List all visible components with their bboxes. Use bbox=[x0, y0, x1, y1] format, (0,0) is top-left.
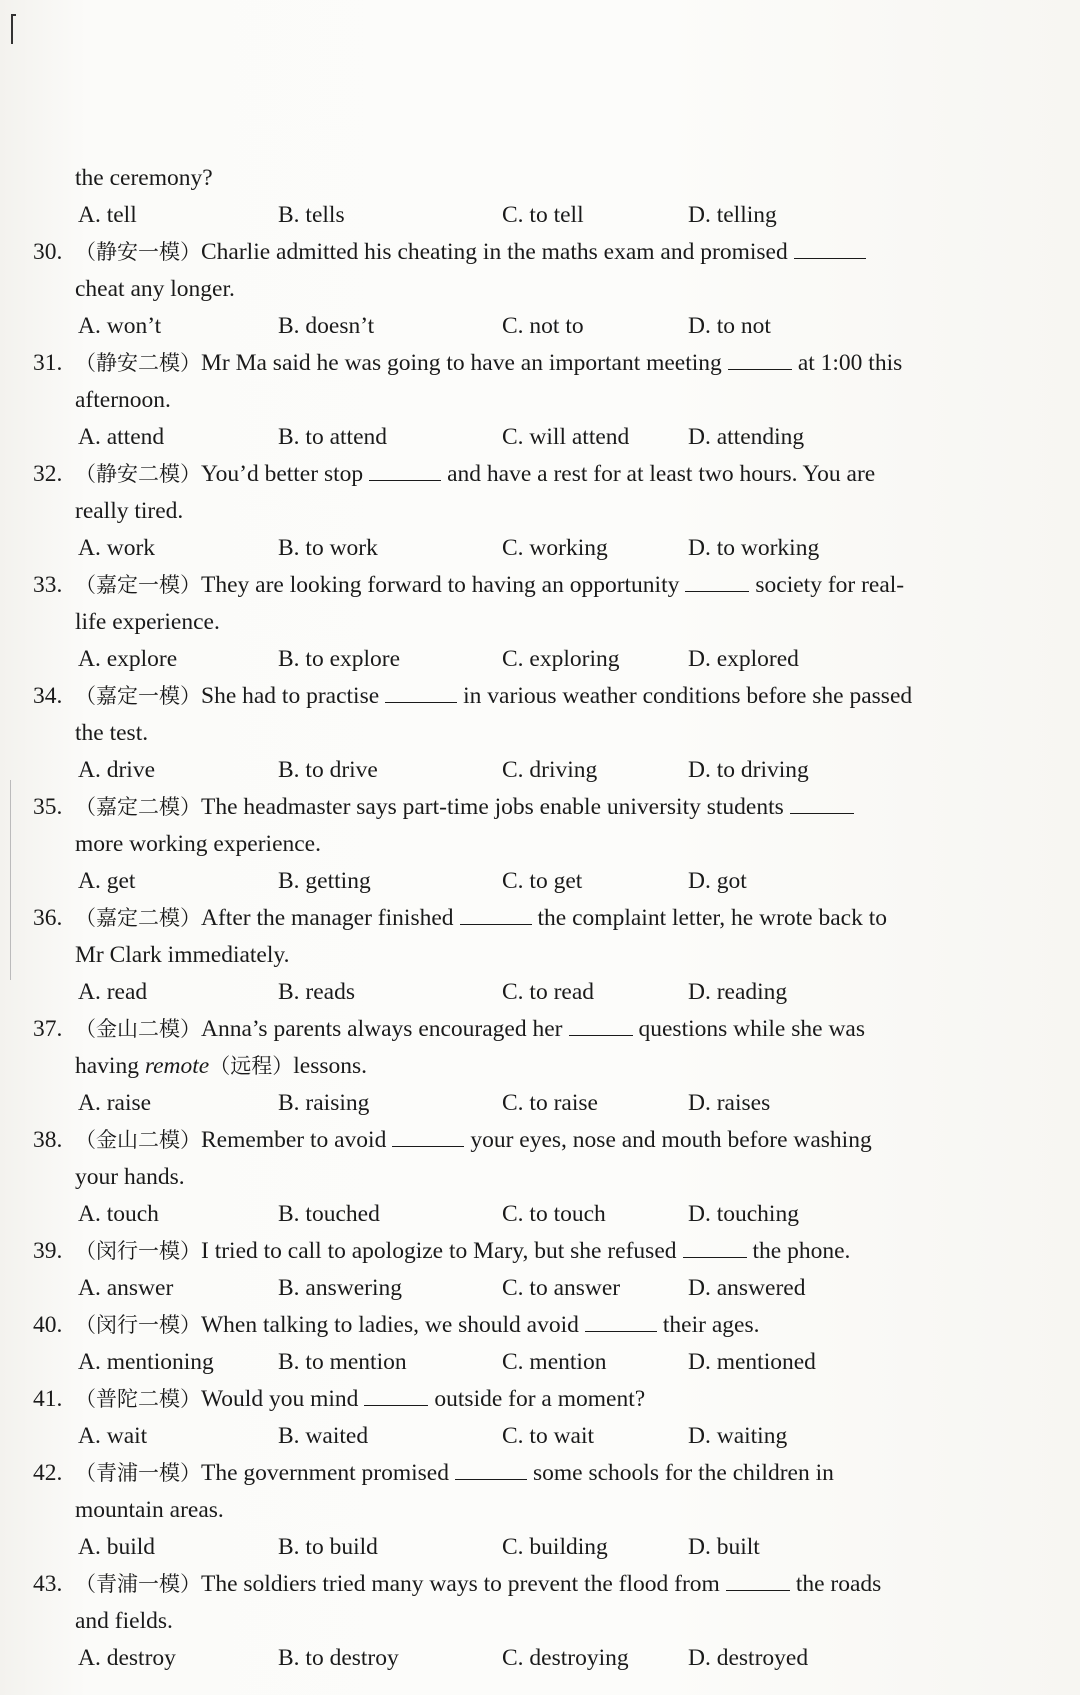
chinese-gloss: （远程） bbox=[209, 1054, 294, 1078]
option-b: B. to work bbox=[278, 535, 378, 561]
question-text bbox=[75, 1122, 872, 1159]
question-text bbox=[75, 900, 887, 937]
stem-before-blank: The headmaster says part-time jobs enable university students bbox=[201, 794, 784, 820]
question-stem bbox=[0, 1122, 1080, 1159]
option-row bbox=[0, 1640, 1080, 1677]
option-a: A. wait bbox=[78, 1423, 148, 1449]
question-text bbox=[75, 345, 902, 382]
question-stem bbox=[0, 1011, 1080, 1048]
option-d: D. answered bbox=[688, 1275, 806, 1301]
question-text bbox=[75, 1233, 850, 1270]
stem-continuation-text: really tired. bbox=[75, 498, 184, 524]
stem-after-blank: and have a rest for at least two hours. You are bbox=[447, 461, 876, 487]
stem-before-blank: Mr Ma said he was going to have an important meeting bbox=[201, 350, 722, 376]
stem-before-blank: You’d better stop bbox=[201, 461, 364, 487]
option-a: A. touch bbox=[78, 1201, 159, 1227]
stem-before-blank: She had to practise bbox=[201, 683, 380, 709]
option-d: D. got bbox=[688, 868, 747, 894]
option-d: D. reading bbox=[688, 979, 788, 1005]
option-a: A. answer bbox=[78, 1275, 174, 1301]
question-stem bbox=[0, 1455, 1080, 1492]
question-stem bbox=[0, 1381, 1080, 1418]
option-d: D. to working bbox=[688, 535, 820, 561]
question-stem-continuation bbox=[0, 1048, 1080, 1085]
question-stem bbox=[0, 678, 1080, 715]
option-a: A. destroy bbox=[78, 1645, 176, 1671]
question-text bbox=[75, 1455, 834, 1492]
question-source: （普陀二模） bbox=[75, 1387, 201, 1411]
question-number: 43. bbox=[33, 1571, 63, 1597]
option-b: B. raising bbox=[278, 1090, 370, 1116]
option-a: A. attend bbox=[78, 424, 165, 450]
option-d: D. telling bbox=[688, 202, 777, 228]
stem-continuation-text bbox=[75, 1048, 367, 1085]
question-source: （青浦一模） bbox=[75, 1461, 201, 1485]
option-c: C. exploring bbox=[502, 646, 620, 672]
option-a: A. explore bbox=[78, 646, 178, 672]
question-source: （闵行一模） bbox=[75, 1239, 201, 1263]
option-d: D. to not bbox=[688, 313, 771, 339]
question-stem-continuation bbox=[0, 1159, 1080, 1196]
option-b: B. to mention bbox=[278, 1349, 407, 1375]
option-b: B. answering bbox=[278, 1275, 403, 1301]
stem-fragment: lessons. bbox=[293, 1053, 368, 1079]
option-d: D. built bbox=[688, 1534, 760, 1560]
option-c: C. driving bbox=[502, 757, 598, 783]
question-stem bbox=[0, 789, 1080, 826]
stem-fragment: having bbox=[75, 1053, 145, 1079]
option-c: C. building bbox=[502, 1534, 608, 1560]
answer-blank bbox=[685, 590, 749, 592]
option-row bbox=[0, 1085, 1080, 1122]
question-number: 38. bbox=[33, 1127, 63, 1153]
option-b: B. to build bbox=[278, 1534, 378, 1560]
option-row bbox=[0, 1344, 1080, 1381]
question-number: 34. bbox=[33, 683, 63, 709]
option-c: C. to wait bbox=[502, 1423, 595, 1449]
option-c: C. to answer bbox=[502, 1275, 621, 1301]
option-a: A. mentioning bbox=[78, 1349, 214, 1375]
option-b: B. to attend bbox=[278, 424, 387, 450]
stem-after-blank: the complaint letter, he wrote back to bbox=[537, 905, 888, 931]
question-text bbox=[75, 678, 912, 715]
stem-after-blank: at 1:00 this bbox=[797, 350, 903, 376]
question-source: （嘉定一模） bbox=[75, 573, 201, 597]
question-stem-continuation bbox=[0, 1492, 1080, 1529]
option-a: A. build bbox=[78, 1534, 156, 1560]
question-stem-continuation bbox=[0, 937, 1080, 974]
question-text bbox=[75, 456, 875, 493]
option-d: D. waiting bbox=[688, 1423, 788, 1449]
stem-before-blank: Would you mind bbox=[201, 1386, 359, 1412]
question-stem bbox=[0, 234, 1080, 271]
question-text bbox=[75, 234, 872, 271]
stem-before-blank: The government promised bbox=[201, 1460, 449, 1486]
option-row bbox=[0, 1270, 1080, 1307]
option-b: B. to destroy bbox=[278, 1645, 399, 1671]
question-stem bbox=[0, 900, 1080, 937]
question-source: （静安二模） bbox=[75, 351, 201, 375]
stem-before-blank: Anna’s parents always encouraged her bbox=[201, 1016, 563, 1042]
option-c: C. will attend bbox=[502, 424, 630, 450]
option-row bbox=[0, 197, 1080, 234]
stem-continuation-text: more working experience. bbox=[75, 831, 321, 857]
option-b: B. reads bbox=[278, 979, 356, 1005]
option-c: C. working bbox=[502, 535, 608, 561]
question-stem bbox=[0, 1233, 1080, 1270]
stem-after-blank: some schools for the children in bbox=[533, 1460, 834, 1486]
corner-mark bbox=[11, 14, 13, 44]
option-d: D. raises bbox=[688, 1090, 771, 1116]
option-b: B. doesn’t bbox=[278, 313, 375, 339]
stem-continuation-text: afternoon. bbox=[75, 387, 171, 413]
option-c: C. not to bbox=[502, 313, 584, 339]
question-number: 42. bbox=[33, 1460, 63, 1486]
option-a: A. won’t bbox=[78, 313, 162, 339]
question-stem-continuation bbox=[0, 1603, 1080, 1640]
stem-before-blank: The soldiers tried many ways to prevent the flood from bbox=[201, 1571, 720, 1597]
option-row bbox=[0, 308, 1080, 345]
question-stem-continuation bbox=[0, 160, 1080, 197]
answer-blank bbox=[569, 1034, 633, 1036]
stem-before-blank: After the manager finished bbox=[201, 905, 454, 931]
stem-after-blank: your eyes, nose and mouth before washing bbox=[470, 1127, 872, 1153]
option-a: A. raise bbox=[78, 1090, 152, 1116]
stem-continuation-text: mountain areas. bbox=[75, 1497, 224, 1523]
stem-before-blank: Charlie admitted his cheating in the maths exam and promised bbox=[201, 239, 788, 265]
answer-blank bbox=[585, 1330, 657, 1332]
option-row bbox=[0, 752, 1080, 789]
question-stem-continuation bbox=[0, 826, 1080, 863]
answer-blank bbox=[726, 1589, 790, 1591]
question-stem-continuation bbox=[0, 382, 1080, 419]
option-row bbox=[0, 419, 1080, 456]
option-row bbox=[0, 1529, 1080, 1566]
option-b: B. getting bbox=[278, 868, 371, 894]
question-source: （金山二模） bbox=[75, 1017, 201, 1041]
option-b: B. waited bbox=[278, 1423, 369, 1449]
option-a: A. read bbox=[78, 979, 148, 1005]
question-source: （闵行一模） bbox=[75, 1313, 201, 1337]
stem-before-blank: When talking to ladies, we should avoid bbox=[201, 1312, 579, 1338]
question-text bbox=[75, 1381, 645, 1418]
option-row bbox=[0, 1418, 1080, 1455]
stem-after-blank: their ages. bbox=[662, 1312, 760, 1338]
stem-after-blank: outside for a moment? bbox=[434, 1386, 646, 1412]
question-stem-continuation bbox=[0, 271, 1080, 308]
question-text bbox=[75, 1011, 865, 1048]
question-number: 39. bbox=[33, 1238, 63, 1264]
question-stem-continuation bbox=[0, 715, 1080, 752]
stem-after-blank: the roads bbox=[795, 1571, 882, 1597]
option-row bbox=[0, 641, 1080, 678]
answer-blank bbox=[460, 923, 532, 925]
stem-continuation-text: the test. bbox=[75, 720, 149, 746]
option-c: C. mention bbox=[502, 1349, 607, 1375]
question-text bbox=[75, 789, 860, 826]
question-number: 41. bbox=[33, 1386, 63, 1412]
question-stem bbox=[0, 456, 1080, 493]
stem-continuation-text: your hands. bbox=[75, 1164, 185, 1190]
question-source: （金山二模） bbox=[75, 1128, 201, 1152]
option-b: B. to drive bbox=[278, 757, 378, 783]
question-text bbox=[75, 1307, 759, 1344]
question-stem-continuation bbox=[0, 493, 1080, 530]
stem-continuation-text: the ceremony? bbox=[75, 165, 213, 191]
question-text bbox=[75, 1566, 881, 1603]
question-source: （静安一模） bbox=[75, 240, 201, 264]
stem-after-blank: in various weather conditions before she passed bbox=[463, 683, 913, 709]
answer-blank bbox=[790, 812, 854, 814]
answer-blank bbox=[794, 257, 866, 259]
question-text bbox=[75, 567, 904, 604]
question-stem bbox=[0, 567, 1080, 604]
question-source: （嘉定二模） bbox=[75, 906, 201, 930]
stem-continuation-text: life experience. bbox=[75, 609, 220, 635]
option-d: D. mentioned bbox=[688, 1349, 816, 1375]
option-c: C. to tell bbox=[502, 202, 584, 228]
option-row bbox=[0, 1196, 1080, 1233]
question-number: 37. bbox=[33, 1016, 63, 1042]
italic-term: remote bbox=[144, 1053, 210, 1079]
answer-blank bbox=[369, 479, 441, 481]
question-stem bbox=[0, 1307, 1080, 1344]
stem-before-blank: I tried to call to apologize to Mary, but she refused bbox=[201, 1238, 677, 1264]
stem-before-blank: They are looking forward to having an opportunity bbox=[201, 572, 680, 598]
option-a: A. work bbox=[78, 535, 156, 561]
option-row bbox=[0, 974, 1080, 1011]
question-source: （嘉定一模） bbox=[75, 684, 201, 708]
option-c: C. to touch bbox=[502, 1201, 606, 1227]
option-c: C. to read bbox=[502, 979, 595, 1005]
option-a: A. drive bbox=[78, 757, 156, 783]
question-stem-continuation bbox=[0, 604, 1080, 641]
question-source: （嘉定二模） bbox=[75, 795, 201, 819]
question-stem bbox=[0, 1566, 1080, 1603]
option-row bbox=[0, 530, 1080, 567]
answer-blank bbox=[683, 1256, 747, 1258]
option-d: D. to driving bbox=[688, 757, 809, 783]
option-row bbox=[0, 863, 1080, 900]
stem-continuation-text: cheat any longer. bbox=[75, 276, 235, 302]
question-number: 32. bbox=[33, 461, 63, 487]
option-b: B. tells bbox=[278, 202, 345, 228]
option-a: A. tell bbox=[78, 202, 137, 228]
answer-blank bbox=[364, 1404, 428, 1406]
question-source: （青浦一模） bbox=[75, 1572, 201, 1596]
question-number: 35. bbox=[33, 794, 63, 820]
question-number: 36. bbox=[33, 905, 63, 931]
stem-before-blank: Remember to avoid bbox=[201, 1127, 387, 1153]
answer-blank bbox=[728, 368, 792, 370]
option-c: C. destroying bbox=[502, 1645, 629, 1671]
option-d: D. attending bbox=[688, 424, 805, 450]
option-c: C. to raise bbox=[502, 1090, 598, 1116]
question-number: 30. bbox=[33, 239, 63, 265]
answer-blank bbox=[385, 701, 457, 703]
option-d: D. destroyed bbox=[688, 1645, 809, 1671]
question-source: （静安二模） bbox=[75, 462, 201, 486]
option-c: C. to get bbox=[502, 868, 583, 894]
option-d: D. touching bbox=[688, 1201, 799, 1227]
stem-continuation-text: and fields. bbox=[75, 1608, 173, 1634]
answer-blank bbox=[455, 1478, 527, 1480]
stem-after-blank: society for real- bbox=[755, 572, 905, 598]
question-number: 40. bbox=[33, 1312, 63, 1338]
option-b: B. touched bbox=[278, 1201, 380, 1227]
answer-blank bbox=[392, 1145, 464, 1147]
question-list bbox=[0, 160, 1080, 1677]
question-number: 33. bbox=[33, 572, 63, 598]
stem-continuation-text: Mr Clark immediately. bbox=[75, 942, 290, 968]
stem-after-blank: the phone. bbox=[752, 1238, 851, 1264]
option-b: B. to explore bbox=[278, 646, 401, 672]
option-d: D. explored bbox=[688, 646, 799, 672]
question-number: 31. bbox=[33, 350, 63, 376]
option-a: A. get bbox=[78, 868, 136, 894]
question-stem bbox=[0, 345, 1080, 382]
stem-after-blank: questions while she was bbox=[638, 1016, 865, 1042]
